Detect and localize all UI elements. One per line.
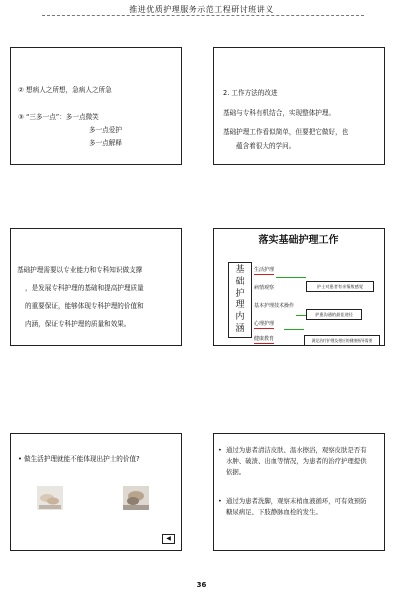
document-header: 推进优质护理服务示范工程研讨班讲义 [129,5,274,14]
vertical-char-6: 涵 [235,323,245,334]
slide-2-line-2: 基础护理工作看似简单，但要把它做好，也 [223,128,349,136]
slide-3-line-4: 内涵，保证专科护理的质量和效果。 [25,320,131,328]
slide-4-title: 落实基础护理工作 [258,235,339,246]
care-photo-left [37,486,63,510]
connector-line-1 [276,277,306,278]
bullet-1-text: 通过为患者清洁皮肤、温水擦浴，观察皮肤是否有水肿、破溃、出血等情况，为患者的治疗护理提供依据。 [226,446,367,477]
item-living-care: 生活护理 [254,267,275,273]
page-number: 36 [196,581,207,589]
bullet-2-text: 通过为患者洗脚，观察末梢血液循环，可有效预防糖尿病足、下肢静脉血栓的发生。 [226,497,367,517]
slide-1-line-1: ② 想病人之所想，急病人之所急 [18,86,112,94]
bullet-item-2 [218,496,372,518]
vertical-char-1: 基 [235,265,245,276]
return-arrow-icon[interactable]: ◀ [162,534,175,544]
slide-3-line-3: 的重要保证，能够体现专科护理的价值和 [25,302,144,310]
connector-line-3 [284,329,304,330]
item-health-education: 健康教育 [254,336,275,342]
slide-1 [10,47,182,165]
bullet-dot-icon: • [218,497,222,505]
item-psych-care: 心理护理 [254,321,275,327]
vertical-char-3: 护 [235,288,245,299]
slide-3-line-2: ，是发展专科护理的基础和提高护理质量 [25,284,144,292]
slide-3-line-1: 基础护理需要以专业能力和专科知识做支撑 [17,266,143,274]
slide-2-line-1: 基础与专科有机结合，实现整体护理。 [223,109,336,117]
slide-4 [213,228,385,346]
vertical-char-5: 内 [235,311,245,322]
bullet-item-1 [218,445,372,479]
care-photo-right [123,486,149,510]
vertical-char-4: 理 [235,300,245,311]
box-communication: 护患沟通的最佳途径 [306,309,362,320]
slide-2-title: 2. 工作方法的改进 [223,89,278,97]
slide-2 [213,47,385,165]
slide-3 [10,228,182,346]
vertical-char-2: 础 [235,276,245,287]
slide-5 [10,433,182,551]
item-observation: 病情观察 [254,285,275,291]
vertical-label-box [228,262,252,338]
header-divider [42,15,364,16]
slide-1-line-4: 多一点解释 [89,139,122,147]
box-affection: 护士对患者有亲情般感觉 [306,281,374,292]
slide-1-line-3: 多一点爱护 [89,126,122,134]
item-basic-technique: 基本护理技术操作 [254,303,295,309]
slide-2-line-3: 蕴含着很大的学问。 [236,142,296,150]
slide-6 [213,433,385,551]
slide-1-line-2: ③ “三多一点”：多一点微笑 [18,113,99,121]
bullet-dot-icon: • [218,446,222,454]
connector-line-2 [296,315,306,316]
slide-5-question: • 做生活护理就能不能体现出护士的价值? [18,455,140,463]
box-treatment-needs: 满足治疗护理及相应的健康指导需要 [304,335,380,346]
